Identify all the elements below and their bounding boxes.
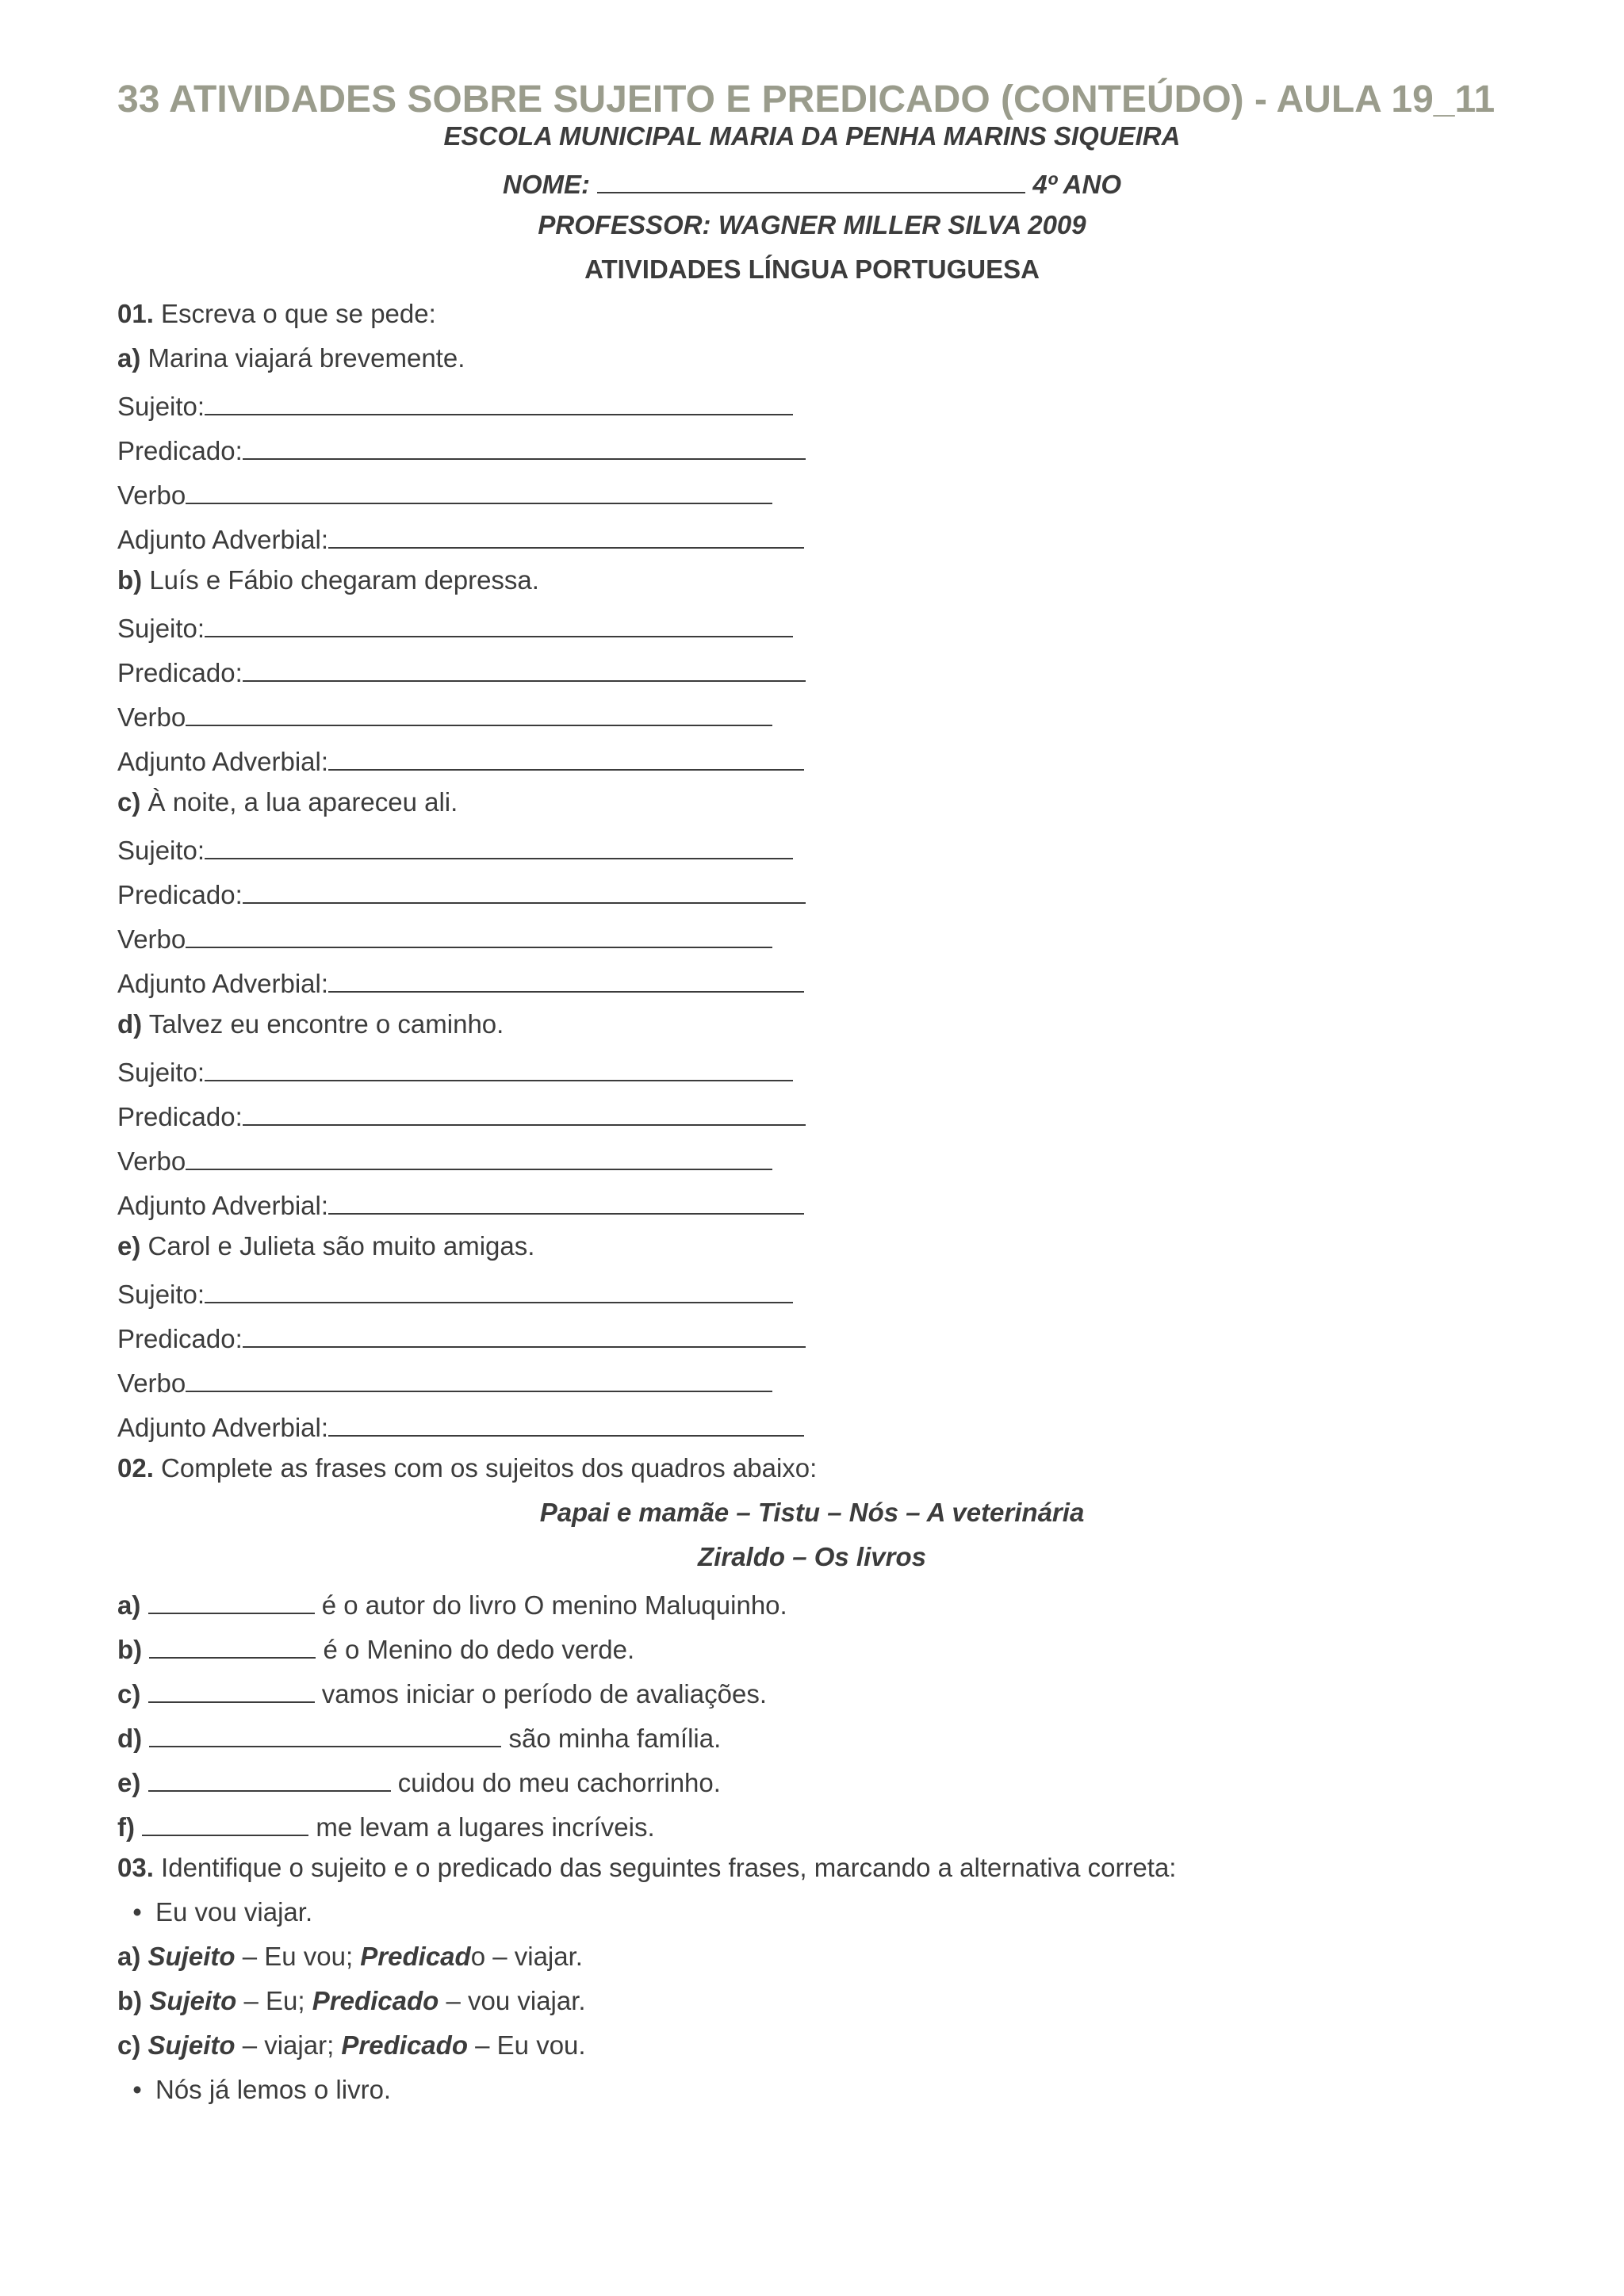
- item-sentence: Marina viajará brevemente.: [147, 343, 465, 373]
- q3-number: 03.: [117, 1853, 154, 1882]
- professor-text: PROFESSOR: WAGNER MILLER SILVA 2009: [538, 210, 1086, 239]
- adjunto-label: Adjunto Adverbial:: [117, 969, 329, 998]
- answer-row-sujeito: [117, 385, 793, 424]
- adjunto-answer-line[interactable]: [328, 519, 804, 549]
- answer-row-verbo: [117, 918, 772, 957]
- verbo-label: Verbo: [117, 1146, 186, 1176]
- option-letter: b): [117, 1986, 143, 2015]
- item-letter: c): [117, 1679, 141, 1709]
- q1-prompt: Escreva o que se pede:: [161, 299, 436, 328]
- adjunto-answer-line[interactable]: [328, 1406, 804, 1437]
- item-sentence: À noite, a lua apareceu ali.: [147, 787, 458, 817]
- item-letter: d): [117, 1009, 143, 1039]
- q2-item: [117, 1584, 787, 1623]
- option-subject-text: – Eu vou;: [235, 1942, 361, 1971]
- predicado-label: Predicado:: [117, 1324, 243, 1353]
- option-predicate-text: o – viajar.: [470, 1942, 583, 1971]
- q2-item: [117, 1762, 721, 1800]
- answer-row-sujeito: [117, 1273, 793, 1312]
- q2-word-box-text-1: Papai e mamãe – Tistu – Nós – A veterinária: [539, 1498, 1085, 1527]
- q2-number: 02.: [117, 1453, 154, 1483]
- item-letter: b): [117, 1635, 143, 1664]
- option-predicado-label: Predicad: [360, 1942, 471, 1971]
- verbo-answer-line[interactable]: [186, 1140, 772, 1170]
- answer-row-predicado: [117, 1318, 806, 1357]
- sujeito-answer-line[interactable]: [205, 607, 793, 637]
- item-sentence: Luís e Fábio chegaram depressa.: [149, 565, 539, 595]
- q1-item: [117, 785, 458, 820]
- item-letter: a): [117, 1590, 141, 1620]
- sujeito-label: Sujeito:: [117, 614, 205, 643]
- grade-label: 4º ANO: [1032, 170, 1122, 199]
- item-letter: c): [117, 787, 141, 817]
- predicado-label: Predicado:: [117, 1102, 243, 1131]
- answer-row-verbo: [117, 1362, 772, 1401]
- option-predicate-text: – Eu vou.: [467, 2030, 586, 2060]
- q1-number: 01.: [117, 299, 154, 328]
- q3-prompt: Identifique o sujeito e o predicado das seguintes frases, marcando a alternativa correta:: [161, 1853, 1177, 1882]
- sujeito-answer-line[interactable]: [205, 1273, 793, 1303]
- professor-line: [0, 208, 1624, 243]
- item-letter: e): [117, 1768, 141, 1797]
- option-letter: c): [117, 2030, 141, 2060]
- bullet-icon: •: [132, 1897, 142, 1927]
- q3-option[interactable]: [117, 2028, 586, 2063]
- option-subject-text: – Eu;: [236, 1986, 312, 2015]
- answer-row-adjunto: [117, 1184, 804, 1223]
- verbo-answer-line[interactable]: [186, 474, 772, 504]
- answer-row-adjunto: [117, 519, 804, 557]
- verbo-label: Verbo: [117, 702, 186, 732]
- predicado-label: Predicado:: [117, 436, 243, 465]
- item-letter: b): [117, 565, 143, 595]
- option-predicado-label: Predicado: [341, 2030, 468, 2060]
- subject-answer-line[interactable]: [142, 1806, 308, 1836]
- option-predicado-label: Predicado: [312, 1986, 439, 2015]
- answer-row-sujeito: [117, 607, 793, 646]
- option-letter: a): [117, 1942, 141, 1971]
- q2-word-box-line-2: [0, 1540, 1624, 1575]
- answer-row-verbo: [117, 1140, 772, 1179]
- predicado-answer-line[interactable]: [243, 1096, 806, 1126]
- adjunto-label: Adjunto Adverbial:: [117, 525, 329, 554]
- answer-row-verbo: [117, 696, 772, 735]
- sujeito-label: Sujeito:: [117, 1280, 205, 1309]
- q3-option[interactable]: [117, 1984, 586, 2019]
- q2-prompt: Complete as frases com os sujeitos dos quadros abaixo:: [161, 1453, 818, 1483]
- sujeito-label: Sujeito:: [117, 1058, 205, 1087]
- q3-heading: [117, 1850, 1176, 1885]
- answer-row-verbo: [117, 474, 772, 513]
- q2-word-box-line-1: [0, 1495, 1624, 1530]
- q3-bullet-1-text: Eu vou viajar.: [155, 1897, 313, 1927]
- subject-text: ATIVIDADES LÍNGUA PORTUGUESA: [584, 254, 1040, 284]
- q3-bullet-1: [119, 1895, 312, 1930]
- sujeito-label: Sujeito:: [117, 392, 205, 421]
- item-sentence: vamos iniciar o período de avaliações.: [321, 1679, 767, 1709]
- verbo-label: Verbo: [117, 480, 186, 510]
- subject-answer-line[interactable]: [149, 1717, 501, 1747]
- option-sujeito-label: Sujeito: [147, 1942, 236, 1971]
- sujeito-label: Sujeito:: [117, 836, 205, 865]
- answer-row-adjunto: [117, 962, 804, 1001]
- option-subject-text: – viajar;: [235, 2030, 342, 2060]
- verbo-answer-line[interactable]: [186, 1362, 772, 1392]
- school-name: [0, 119, 1624, 154]
- verbo-answer-line[interactable]: [186, 696, 772, 726]
- item-sentence: cuidou do meu cachorrinho.: [397, 1768, 721, 1797]
- subject-answer-line[interactable]: [148, 1673, 315, 1703]
- subject-answer-line[interactable]: [148, 1762, 391, 1792]
- adjunto-answer-line[interactable]: [328, 1184, 804, 1215]
- option-predicate-text: – vou viajar.: [439, 1986, 586, 2015]
- q1-item: [117, 563, 539, 598]
- predicado-answer-line[interactable]: [243, 652, 806, 682]
- adjunto-label: Adjunto Adverbial:: [117, 1191, 329, 1220]
- predicado-answer-line[interactable]: [243, 1318, 806, 1348]
- item-letter: f): [117, 1812, 135, 1842]
- verbo-label: Verbo: [117, 924, 186, 954]
- adjunto-label: Adjunto Adverbial:: [117, 747, 329, 776]
- q3-bullet-2: [119, 2072, 391, 2107]
- subject-answer-line[interactable]: [149, 1628, 316, 1659]
- q2-heading: [117, 1451, 817, 1486]
- adjunto-answer-line[interactable]: [328, 740, 804, 771]
- q3-bullet-2-text: Nós já lemos o livro.: [155, 2075, 392, 2104]
- option-sujeito-label: Sujeito: [147, 2030, 236, 2060]
- item-letter: a): [117, 343, 141, 373]
- subject-heading: [0, 252, 1624, 287]
- q1-item: [117, 341, 465, 376]
- option-sujeito-label: Sujeito: [149, 1986, 237, 2015]
- predicado-answer-line[interactable]: [243, 430, 806, 460]
- item-sentence: Talvez eu encontre o caminho.: [148, 1009, 504, 1039]
- verbo-label: Verbo: [117, 1368, 186, 1398]
- item-letter: d): [117, 1724, 143, 1753]
- q1-heading: [117, 297, 436, 331]
- q2-word-box-text-2: Ziraldo – Os livros: [698, 1542, 926, 1571]
- answer-row-sujeito: [117, 829, 793, 868]
- sujeito-answer-line[interactable]: [205, 1051, 793, 1081]
- q2-item: [117, 1806, 655, 1845]
- bullet-icon: •: [132, 2075, 142, 2104]
- q3-option[interactable]: [117, 1939, 583, 1974]
- item-sentence: é o autor do livro O menino Maluquinho.: [321, 1590, 787, 1620]
- q1-item: [117, 1229, 534, 1264]
- subject-answer-line[interactable]: [148, 1584, 315, 1614]
- sujeito-answer-line[interactable]: [205, 829, 793, 859]
- q2-item: [117, 1717, 721, 1756]
- answer-row-predicado: [117, 652, 806, 691]
- item-sentence: são minha família.: [508, 1724, 722, 1753]
- predicado-label: Predicado:: [117, 658, 243, 687]
- verbo-answer-line[interactable]: [186, 918, 772, 948]
- page-title: 33 ATIVIDADES SOBRE SUJEITO E PREDICADO (CONTEÚDO) - AULA 19_11: [117, 78, 1496, 121]
- answer-row-sujeito: [117, 1051, 793, 1090]
- adjunto-label: Adjunto Adverbial:: [117, 1413, 329, 1442]
- name-label: NOME:: [502, 170, 590, 199]
- adjunto-answer-line[interactable]: [328, 962, 804, 993]
- answer-row-adjunto: [117, 1406, 804, 1445]
- name-input-line[interactable]: [597, 163, 1025, 193]
- answer-row-predicado: [117, 1096, 806, 1135]
- predicado-answer-line[interactable]: [243, 874, 806, 904]
- item-sentence: me levam a lugares incríveis.: [316, 1812, 655, 1842]
- predicado-label: Predicado:: [117, 880, 243, 909]
- name-line: [0, 163, 1624, 202]
- answer-row-predicado: [117, 430, 806, 469]
- item-letter: e): [117, 1231, 141, 1261]
- school-name-text: ESCOLA MUNICIPAL MARIA DA PENHA MARINS SIQUEIRA: [443, 121, 1181, 151]
- item-sentence: Carol e Julieta são muito amigas.: [147, 1231, 535, 1261]
- q2-item: [117, 1673, 767, 1712]
- answer-row-predicado: [117, 874, 806, 913]
- item-sentence: é o Menino do dedo verde.: [323, 1635, 635, 1664]
- q2-item: [117, 1628, 634, 1667]
- answer-row-adjunto: [117, 740, 804, 779]
- q1-item: [117, 1007, 504, 1042]
- sujeito-answer-line[interactable]: [205, 385, 793, 415]
